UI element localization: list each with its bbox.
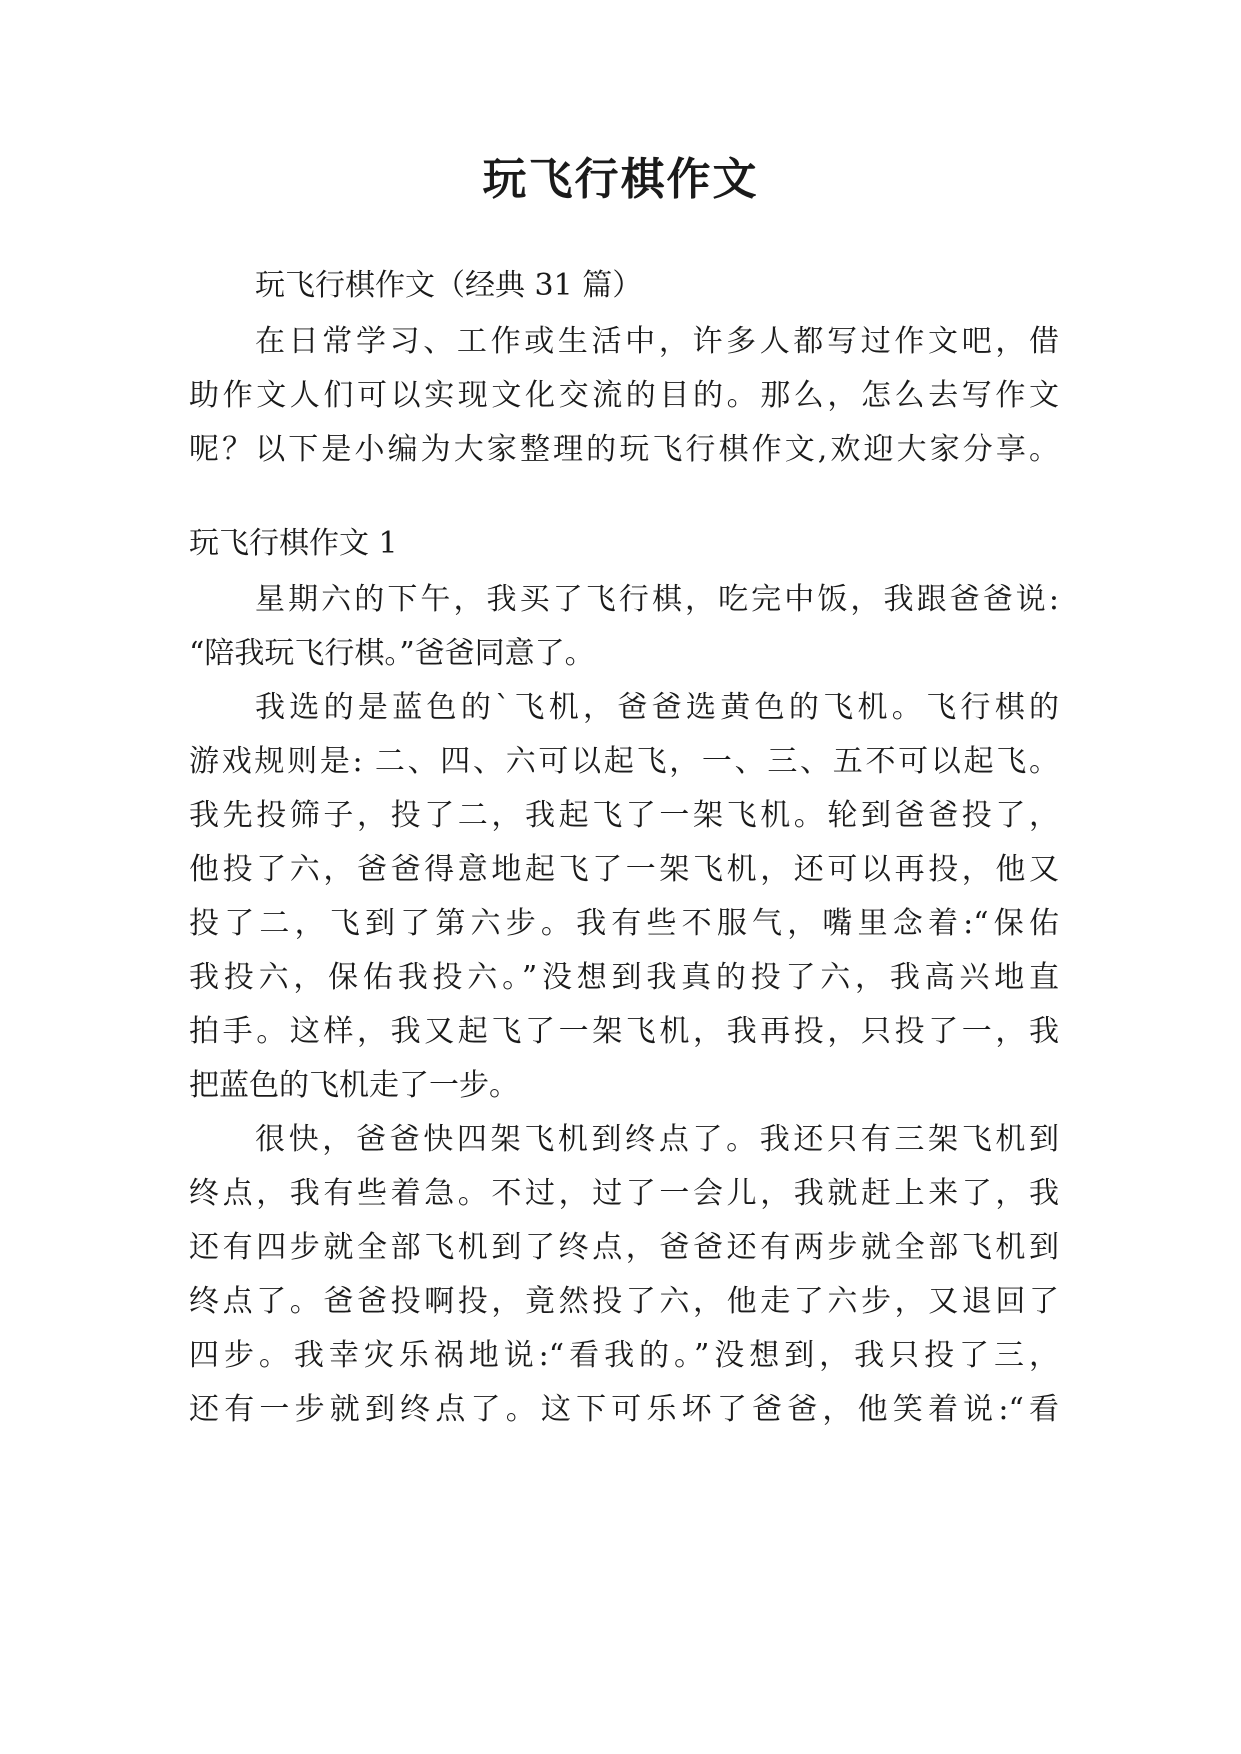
text-line: 玩飞行棋作文 1 xyxy=(189,526,398,561)
text-line: 玩飞行棋作文（经典 31 篇） xyxy=(255,268,643,303)
text-line: 呢？以下是小编为大家整理的玩飞行棋作文,欢迎大家分享。 xyxy=(189,432,1059,467)
text-line: 投了二，飞到了第六步。我有些不服气，嘴里念着:“保佑 xyxy=(189,906,1059,941)
text-line: 拍手。这样，我又起飞了一架飞机，我再投，只投了一，我 xyxy=(189,1014,1059,1049)
text-line: 星期六的下午，我买了飞行棋，吃完中饭，我跟爸爸说: xyxy=(255,582,1059,617)
text-line: 还有一步就到终点了。这下可乐坏了爸爸，他笑着说:“看 xyxy=(189,1392,1059,1427)
text-line: 终点了。爸爸投啊投，竟然投了六，他走了六步，又退回了 xyxy=(189,1284,1059,1319)
text-line: 我选的是蓝色的`飞机，爸爸选黄色的飞机。飞行棋的 xyxy=(255,690,1059,725)
text-line: “陪我玩飞行棋。”爸爸同意了。 xyxy=(189,636,595,671)
text-line: 四步。我幸灾乐祸地说:“看我的。”没想到，我只投了三， xyxy=(189,1338,1059,1373)
text-line: 还有四步就全部飞机到了终点，爸爸还有两步就全部飞机到 xyxy=(189,1230,1059,1265)
text-line: 把蓝色的飞机走了一步。 xyxy=(189,1068,519,1103)
text-line: 他投了六，爸爸得意地起飞了一架飞机，还可以再投，他又 xyxy=(189,852,1059,887)
text-line: 终点，我有些着急。不过，过了一会儿，我就赶上来了，我 xyxy=(189,1176,1059,1211)
text-line: 很快，爸爸快四架飞机到终点了。我还只有三架飞机到 xyxy=(255,1122,1059,1157)
text-line: 在日常学习、工作或生活中，许多人都写过作文吧，借 xyxy=(255,324,1059,359)
text-line: 助作文人们可以实现文化交流的目的。那么，怎么去写作文 xyxy=(189,378,1059,413)
text-line: 游戏规则是: 二、四、六可以起飞，一、三、五不可以起飞。 xyxy=(189,744,1059,779)
text-line: 我投六，保佑我投六。”没想到我真的投了六，我高兴地直 xyxy=(189,960,1059,995)
document-title: 玩飞行棋作文 xyxy=(482,154,759,205)
text-line: 我先投筛子，投了二，我起飞了一架飞机。轮到爸爸投了， xyxy=(189,798,1059,833)
